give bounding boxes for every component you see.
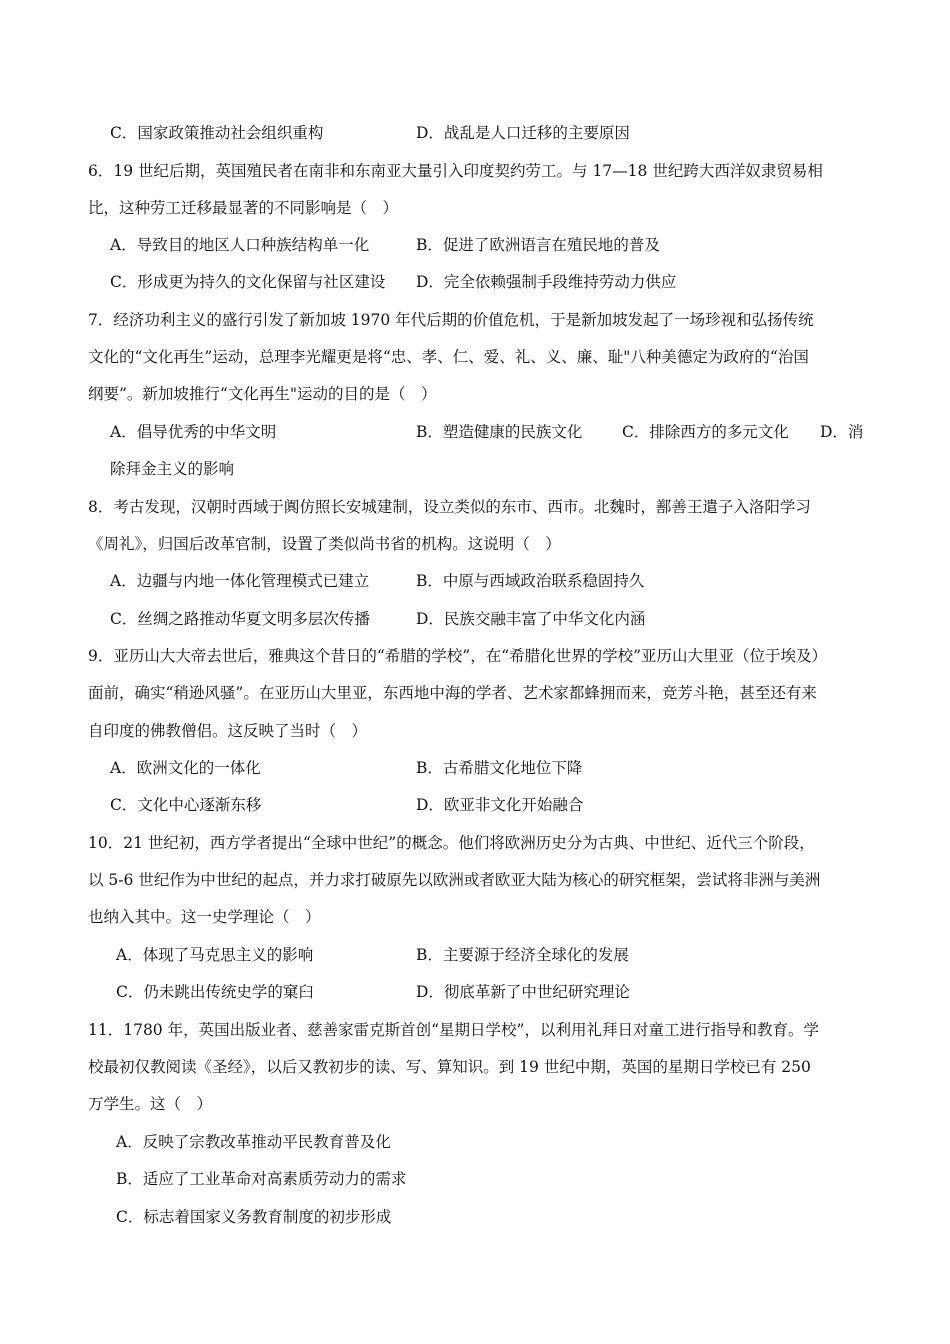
q8-stem-line-2: 《周礼》，归国后改革官制，设置了类似尚书省的机构。这说明（ ）	[88, 535, 561, 553]
q7-option-c: C．排除西方的多元文化	[622, 423, 789, 441]
q8-option-a: A．边疆与内地一体化管理模式已建立	[110, 572, 370, 590]
q6-option-c: C．形成更为持久的文化保留与社区建设	[110, 273, 386, 291]
q11-option-a: A．反映了宗教改革推动平民教育普及化	[116, 1133, 391, 1151]
q10-stem-line-3: 也纳入其中。这一史学理论（ ）	[88, 908, 321, 926]
q8-option-c: C．丝绸之路推动华夏文明多层次传播	[110, 610, 370, 628]
q10-stem-line-1: 10．21 世纪初，西方学者提出“全球中世纪”的概念。他们将欧洲历史分为古典、中世纪、近代三个阶段，	[88, 834, 815, 852]
q6-stem-line-1: 6．19 世纪后期，英国殖民者在南非和东南亚大量引入印度契约劳工。与 17—18 世纪跨大西洋奴隶贸易相	[88, 162, 823, 180]
q10-stem-line-2: 以 5-6 世纪作为中世纪的起点，并力求打破原先以欧洲或者欧亚大陆为核心的研究框架，尝试将非洲与美洲	[88, 871, 821, 889]
q8-option-b: B．中原与西域政治联系稳固持久	[416, 572, 645, 590]
q6-option-a: A．导致目的地区人口种族结构单一化	[110, 236, 370, 254]
q7-stem-line-2: 文化的“文化再生”运动，总理李光耀更是将“忠、孝、仁、爱、礼、义、廉、耻"八种美德定为政府的“治国	[88, 348, 809, 366]
q11-stem-line-2: 校最初仅教阅读《圣经》，以后又教初步的读、写、算知识。到 19 世纪中期，英国的星期日学校已有 250	[88, 1058, 811, 1076]
q9-option-b: B．古希腊文化地位下降	[416, 759, 583, 777]
q9-option-d: D．欧亚非文化开始融合	[416, 796, 584, 814]
q10-option-c: C．仍未跳出传统史学的窠臼	[116, 983, 314, 1001]
q10-option-a: A．体现了马克思主义的影响	[116, 946, 314, 964]
q10-option-b: B．主要源于经济全球化的发展	[416, 946, 629, 964]
q8-option-d: D．民族交融丰富了中华文化内涵	[416, 610, 646, 628]
q5-option-c: C．国家政策推动社会组织重构	[110, 124, 324, 142]
q9-stem-line-1: 9．亚历山大大帝去世后，雅典这个昔日的“希腊的学校”，在“希腊化世界的学校”亚历山大里亚（位于埃及）	[88, 647, 828, 665]
q7-option-a: A．倡导优秀的中华文明	[110, 423, 277, 441]
q11-stem-line-3: 万学生。这（ ）	[88, 1095, 213, 1113]
q8-stem-line-1: 8．考古发现，汉朝时西域于阗仿照长安城建制，设立类似的东市、西市。北魏时，鄯善王遣子入洛阳学习	[88, 498, 811, 516]
q7-option-b: B．塑造健康的民族文化	[416, 423, 583, 441]
q11-option-c: C．标志着国家义务教育制度的初步形成	[116, 1208, 392, 1226]
q10-option-d: D．彻底革新了中世纪研究理论	[416, 983, 630, 1001]
q9-option-c: C．文化中心逐渐东移	[110, 796, 262, 814]
q6-option-b: B．促进了欧洲语言在殖民地的普及	[416, 236, 660, 254]
q9-option-a: A．欧洲文化的一体化	[110, 759, 261, 777]
q9-stem-line-3: 自印度的佛教僧侣。这反映了当时（ ）	[88, 722, 368, 740]
q7-stem-line-1: 7．经济功利主义的盛行引发了新加坡 1970 年代后期的价值危机，于是新加坡发起了一场珍视和弘扬传统	[88, 311, 814, 329]
q9-stem-line-2: 面前，确实“稍逊风骚”。在亚历山大里亚，东西地中海的学者、艺术家都蜂拥而来，竞芳斗艳，甚至还有来	[88, 684, 817, 702]
q7-stem-line-3: 纲要”。新加坡推行“文化再生"运动的目的是（ ）	[88, 385, 437, 403]
q5-option-d: D．战乱是人口迁移的主要原因	[416, 124, 630, 142]
q7-option-d-part2: 除拜金主义的影响	[110, 460, 235, 478]
q6-option-d: D．完全依赖强制手段维持劳动力供应	[416, 273, 677, 291]
q7-option-d-part1: D．消	[820, 423, 864, 441]
q11-stem-line-1: 11．1780 年，英国出版业者、慈善家雷克斯首创“星期日学校”，以利用礼拜日对童工进行指导和教育。学	[88, 1021, 819, 1039]
q11-option-b: B．适应了工业革命对高素质劳动力的需求	[116, 1170, 407, 1188]
q6-stem-line-2: 比，这种劳工迁移最显著的不同影响是（ ）	[88, 199, 399, 217]
